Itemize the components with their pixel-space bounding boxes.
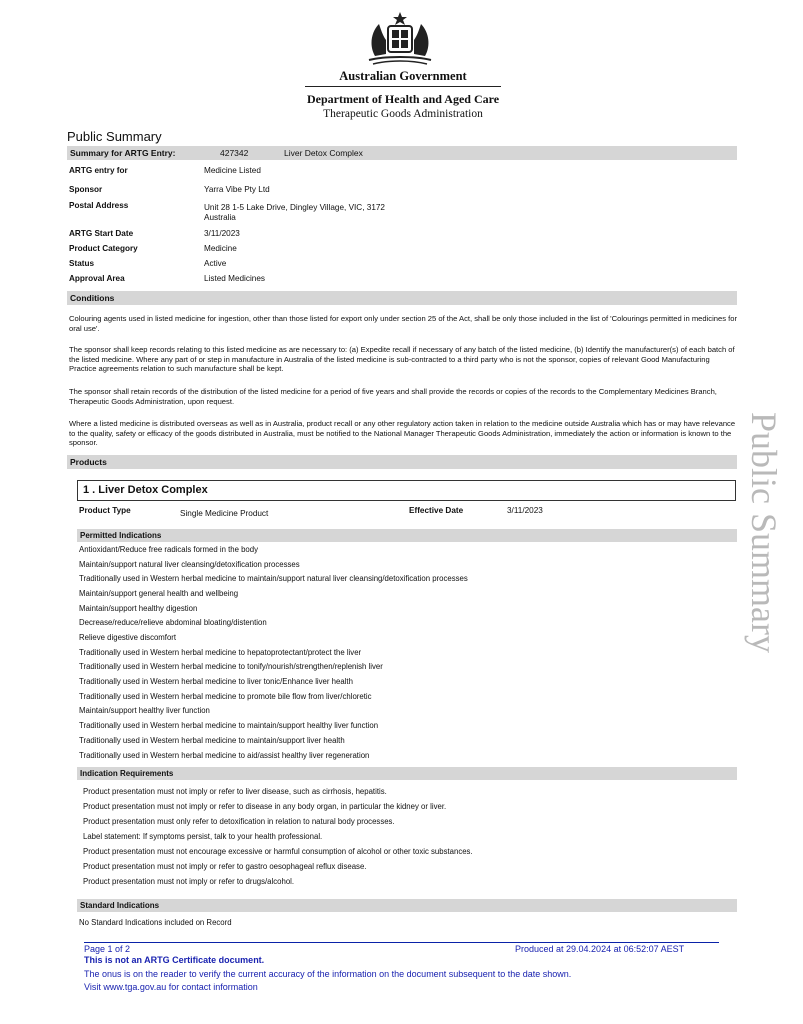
requirement-item: Label statement: If symptoms persist, talk to your health professional. <box>83 832 323 841</box>
field-value: 3/11/2023 <box>204 229 240 238</box>
watermark-text: Public Summary <box>744 412 784 653</box>
product-title-box <box>77 480 736 501</box>
condition-paragraph: The sponsor shall retain records of the distribution of the listed medicine for a period of five years and shall provide the records or copies of the records to the Complementary Medicines Branch, Therapeutic Goods Administration, upon request. <box>69 387 717 406</box>
onus-notice: The onus is on the reader to verify the current accuracy of the information on the document subsequent to the date shown. <box>84 969 572 979</box>
requirement-item: Product presentation must not imply or refer to liver disease, such as cirrhosis, hepatitis. <box>83 787 387 796</box>
field-value: Unit 28 1-5 Lake Drive, Dingley Village, VIC, 3172 <box>204 203 385 212</box>
indication-item: Maintain/support general health and wellbeing <box>79 589 239 598</box>
standard-indications-bar <box>77 899 737 912</box>
requirement-item: Product presentation must not imply or refer to drugs/alcohol. <box>83 877 295 886</box>
requirement-item: Product presentation must not encourage excessive or harmful consumption of alcohol or other toxic substances. <box>83 847 473 856</box>
indication-item: Traditionally used in Western herbal medicine to tonify/nourish/strengthen/replenish liver <box>79 662 383 671</box>
field-label: Postal Address <box>69 201 129 210</box>
effective-date-label: Effective Date <box>409 506 464 515</box>
field-value: Active <box>204 259 227 268</box>
standard-indications-text: No Standard Indications included on Record <box>79 918 232 927</box>
product-type-label: Product Type <box>79 506 131 515</box>
indication-requirements-heading: Indication Requirements <box>80 769 174 778</box>
requirement-item: Product presentation must not imply or refer to gastro oesophageal reflux disease. <box>83 862 367 871</box>
indication-item: Relieve digestive discomfort <box>79 633 177 642</box>
field-value: Medicine Listed <box>204 166 261 175</box>
indication-item: Traditionally used in Western herbal medicine to aid/assist healthy liver regeneration <box>79 751 370 760</box>
field-label: Sponsor <box>69 185 103 194</box>
government-title: Australian Government <box>339 69 467 83</box>
indication-item: Maintain/support healthy liver function <box>79 706 210 715</box>
field-value: Listed Medicines <box>204 274 265 283</box>
header-divider <box>305 86 501 87</box>
effective-date-value: 3/11/2023 <box>507 506 543 515</box>
indication-item: Traditionally used in Western herbal medicine to maintain/support natural liver cleansing/detoxification processes <box>79 574 468 583</box>
indication-requirements-bar <box>77 767 737 780</box>
indication-item: Antioxidant/Reduce free radicals formed in the body <box>79 545 258 554</box>
page-title: Public Summary <box>67 129 162 144</box>
requirement-item: Product presentation must not imply or refer to disease in any body organ, in particular the kidney or liver. <box>83 802 447 811</box>
field-label: Status <box>69 259 95 268</box>
indication-item: Traditionally used in Western herbal medicine to maintain/support healthy liver function <box>79 721 379 730</box>
field-label: ARTG entry for <box>69 166 128 175</box>
condition-paragraph: Colouring agents used in listed medicine for ingestion, other than those listed for export only under section 25 of the Act, shall be only those included in the list of 'Colourings permitted in medicines for oral use'. <box>69 314 737 333</box>
requirement-item: Product presentation must only refer to detoxification in relation to natural body processes. <box>83 817 395 826</box>
summary-bar <box>67 146 737 160</box>
summary-label: Summary for ARTG Entry: <box>70 148 176 158</box>
contact-link[interactable]: Visit www.tga.gov.au for contact information <box>84 982 258 992</box>
indication-item: Traditionally used in Western herbal medicine to hepatoprotectant/protect the liver <box>79 648 362 657</box>
products-heading: Products <box>70 457 107 467</box>
indication-item: Maintain/support healthy digestion <box>79 604 198 613</box>
not-certificate-notice: This is not an ARTG Certificate document. <box>84 955 265 965</box>
indication-item: Traditionally used in Western herbal medicine to maintain/support liver health <box>79 736 345 745</box>
page-number: Page 1 of 2 <box>84 944 131 954</box>
permitted-indications-bar <box>77 529 737 542</box>
agency-name: Therapeutic Goods Administration <box>323 108 483 120</box>
permitted-indications-heading: Permitted Indications <box>80 531 162 540</box>
indication-item: Traditionally used in Western herbal medicine to liver tonic/Enhance liver health <box>79 677 353 686</box>
condition-paragraph: The sponsor shall keep records relating to this listed medicine as are necessary to: (a) Expedite recall if necessary of any batch of the listed medicine, (b) Identify the manufacturer(s) of each batch of the listed medicine. Where any part of or step in manufacture in Australia of the listed medicine is sub-contracted to a third party who is not the sponsor, copies of relevant Good Manufacturing Practice agreements relation to such manufacture shall be kept. <box>69 345 735 373</box>
artg-number: 427342 <box>220 148 249 158</box>
products-bar <box>67 455 737 469</box>
field-label: Product Category <box>69 244 138 253</box>
conditions-heading: Conditions <box>70 293 115 303</box>
public-summary-watermark <box>740 410 790 740</box>
product-title: 1 . Liver Detox Complex <box>83 484 208 496</box>
field-label: ARTG Start Date <box>69 229 134 238</box>
indication-item: Traditionally used in Western herbal medicine to promote bile flow from liver/chloretic <box>79 692 372 701</box>
field-label: Approval Area <box>69 274 125 283</box>
indication-item: Decrease/reduce/relieve abdominal bloating/distention <box>79 618 267 627</box>
field-value: Yarra Vibe Pty Ltd <box>204 185 270 194</box>
standard-indications-heading: Standard Indications <box>80 901 160 910</box>
product-type-value: Single Medicine Product <box>180 509 269 518</box>
produced-timestamp: Produced at 29.04.2024 at 06:52:07 AEST <box>515 944 685 954</box>
coat-of-arms-icon <box>355 10 445 66</box>
artg-name: Liver Detox Complex <box>284 148 363 158</box>
conditions-bar <box>67 291 737 305</box>
indication-item: Maintain/support natural liver cleansing/detoxification processes <box>79 560 300 569</box>
condition-paragraph: Where a listed medicine is distributed overseas as well as in Australia, product recall or any other regulatory action taken in relation to the medicine outside Australia which has or may have relevance to the quality, safety or efficacy of the goods distributed in Australia, must be notified to the National Manager Therapeutic Goods Administration, immediately the action or information is known to the sponsor. <box>69 419 736 447</box>
field-value: Medicine <box>204 244 237 253</box>
department-name: Department of Health and Aged Care <box>306 92 500 106</box>
footer-divider <box>84 942 719 943</box>
field-value-line2: Australia <box>204 213 236 222</box>
